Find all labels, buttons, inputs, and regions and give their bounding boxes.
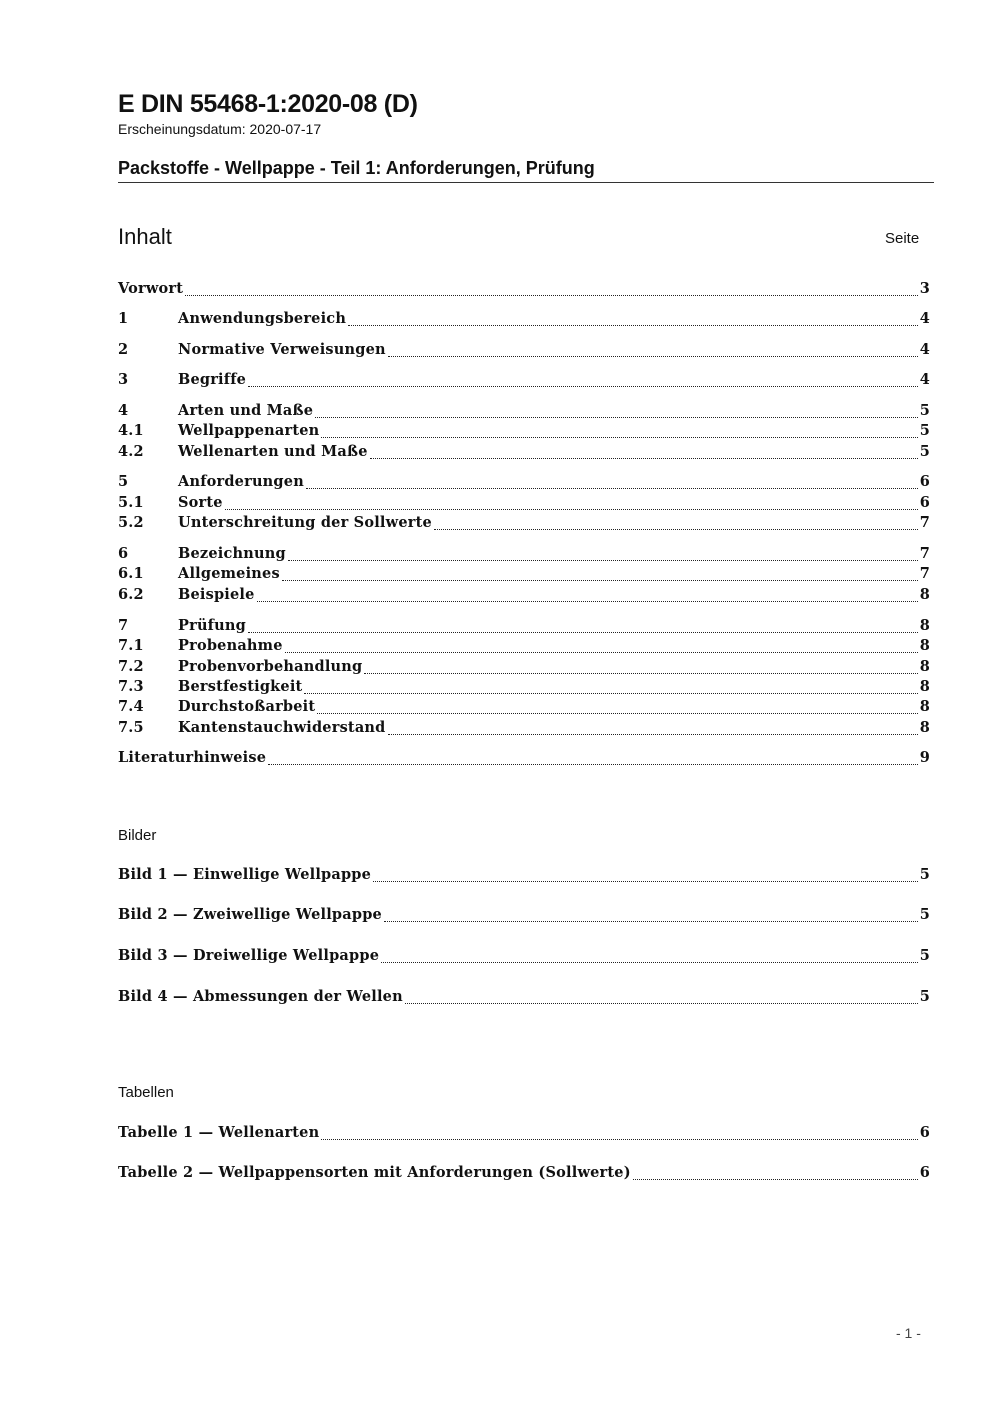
table-entry-label: Tabelle 1 — Wellenarten bbox=[118, 1124, 320, 1141]
toc-entry[interactable] bbox=[118, 719, 930, 739]
figure-entry-page: 5 bbox=[919, 988, 930, 1005]
toc-entry-page: 8 bbox=[919, 698, 930, 715]
toc-entry-page: 4 bbox=[919, 310, 930, 327]
toc-entry-page: 8 bbox=[919, 719, 930, 736]
toc-entry[interactable] bbox=[118, 422, 930, 442]
table-entry[interactable] bbox=[118, 1164, 930, 1184]
toc-entry-label: Allgemeines bbox=[178, 565, 280, 582]
toc-entry-number: 7.5 bbox=[118, 719, 144, 736]
toc-entry-vorwort[interactable] bbox=[118, 280, 930, 300]
toc-leader-dots bbox=[348, 324, 918, 326]
toc-entry-number: 7.3 bbox=[118, 678, 144, 695]
toc-leader-dots bbox=[304, 692, 917, 694]
table-entry-page: 6 bbox=[919, 1124, 930, 1141]
figure-entry-page: 5 bbox=[919, 866, 930, 883]
toc-entry-number: 5.1 bbox=[118, 494, 144, 511]
toc-entry[interactable] bbox=[118, 310, 930, 330]
toc-leader-dots bbox=[306, 487, 918, 489]
toc-entry-label: Durchstoßarbeit bbox=[178, 698, 316, 715]
document-subtitle: Packstoffe - Wellpappe - Teil 1: Anforderungen, Prüfung bbox=[118, 158, 595, 178]
toc-leader-dots bbox=[285, 651, 918, 653]
toc-entry-number: 4.1 bbox=[118, 422, 144, 439]
toc-entry[interactable] bbox=[118, 514, 930, 534]
toc-entry[interactable] bbox=[118, 637, 930, 657]
toc-entry-number: 5 bbox=[118, 473, 129, 490]
toc-entry[interactable] bbox=[118, 658, 930, 678]
toc-entry-number: 7.4 bbox=[118, 698, 144, 715]
toc-entry-page: 8 bbox=[919, 586, 930, 603]
toc-entry-number: 2 bbox=[118, 341, 129, 358]
figure-entry-label: Bild 3 — Dreiwellige Wellpappe bbox=[118, 947, 380, 964]
toc-leader-dots bbox=[381, 961, 918, 963]
figure-entry-label: Bild 1 — Einwellige Wellpappe bbox=[118, 866, 372, 883]
toc-entry-label: Literaturhinweise bbox=[118, 749, 267, 766]
toc-leader-dots bbox=[633, 1178, 918, 1180]
toc-entry-page: 9 bbox=[919, 749, 930, 766]
toc-entry-page: 5 bbox=[919, 422, 930, 439]
toc-entry[interactable] bbox=[118, 698, 930, 718]
toc-entry-label: Wellenarten und Maße bbox=[178, 443, 368, 460]
table-entry-page: 6 bbox=[919, 1164, 930, 1181]
toc-entry-label: Begriffe bbox=[178, 371, 247, 388]
figure-entry-page: 5 bbox=[919, 947, 930, 964]
toc-entry-number: 6.2 bbox=[118, 586, 144, 603]
toc-entry[interactable] bbox=[118, 371, 930, 391]
toc-entry-number: 7.2 bbox=[118, 658, 144, 675]
toc-entry-label: Sorte bbox=[178, 494, 223, 511]
document-title: E DIN 55468-1:2020-08 (D) bbox=[118, 90, 418, 118]
toc-entry-label: Arten und Maße bbox=[178, 402, 314, 419]
toc-entry[interactable] bbox=[118, 678, 930, 698]
toc-entry-page: 8 bbox=[919, 658, 930, 675]
toc-entry-number: 6 bbox=[118, 545, 129, 562]
table-entry-label: Tabelle 2 — Wellpappensorten mit Anforderungen (Sollwerte) bbox=[118, 1164, 631, 1181]
toc-entry-page: 6 bbox=[919, 473, 930, 490]
page-column-label: Seite bbox=[885, 230, 920, 247]
toc-entry-literaturhinweise[interactable] bbox=[118, 749, 930, 769]
toc-leader-dots bbox=[434, 528, 918, 530]
figure-entry[interactable] bbox=[118, 988, 930, 1008]
toc-entry-page: 8 bbox=[919, 678, 930, 695]
toc-entry-label: Anwendungsbereich bbox=[178, 310, 347, 327]
toc-leader-dots bbox=[248, 631, 918, 633]
toc-entry[interactable] bbox=[118, 545, 930, 565]
toc-leader-dots bbox=[225, 508, 918, 510]
figure-entry[interactable] bbox=[118, 906, 930, 926]
toc-entry-page: 7 bbox=[919, 514, 930, 531]
toc-entry-label: Normative Verweisungen bbox=[178, 341, 386, 358]
toc-entry-number: 6.1 bbox=[118, 565, 144, 582]
toc-entry-page: 4 bbox=[919, 341, 930, 358]
toc-entry[interactable] bbox=[118, 443, 930, 463]
toc-entry-page: 7 bbox=[919, 565, 930, 582]
publication-date: Erscheinungsdatum: 2020-07-17 bbox=[118, 121, 322, 137]
toc-entry-label: Probenahme bbox=[178, 637, 283, 654]
toc-entry[interactable] bbox=[118, 565, 930, 585]
toc-leader-dots bbox=[321, 1138, 917, 1140]
toc-leader-dots bbox=[248, 385, 918, 387]
figure-entry-label: Bild 2 — Zweiwellige Wellpappe bbox=[118, 906, 382, 923]
toc-leader-dots bbox=[373, 880, 918, 882]
tables-heading: Tabellen bbox=[118, 1084, 174, 1101]
toc-entry-label: Probenvorbehandlung bbox=[178, 658, 363, 675]
toc-entry[interactable] bbox=[118, 402, 930, 422]
toc-entry[interactable] bbox=[118, 586, 930, 606]
toc-leader-dots bbox=[370, 457, 918, 459]
toc-entry-page: 8 bbox=[919, 637, 930, 654]
toc-leader-dots bbox=[282, 579, 918, 581]
toc-entry-number: 3 bbox=[118, 371, 129, 388]
header-rule bbox=[118, 182, 934, 183]
toc-leader-dots bbox=[315, 416, 918, 418]
toc-leader-dots bbox=[317, 712, 917, 714]
toc-leader-dots bbox=[388, 733, 918, 735]
toc-entry[interactable] bbox=[118, 473, 930, 493]
toc-entry[interactable] bbox=[118, 617, 930, 637]
toc-entry-label: Kantenstauchwiderstand bbox=[178, 719, 386, 736]
toc-entry-number: 1 bbox=[118, 310, 129, 327]
toc-entry-number: 5.2 bbox=[118, 514, 144, 531]
toc-entry-page: 8 bbox=[919, 617, 930, 634]
toc-leader-dots bbox=[288, 559, 918, 561]
toc-entry-page: 7 bbox=[919, 545, 930, 562]
toc-entry[interactable] bbox=[118, 494, 930, 514]
figure-entry-label: Bild 4 — Abmessungen der Wellen bbox=[118, 988, 403, 1005]
toc-entry-label: Berstfestigkeit bbox=[178, 678, 303, 695]
toc-entry-label: Vorwort bbox=[118, 280, 184, 297]
toc-entry-label: Prüfung bbox=[178, 617, 246, 634]
contents-heading: Inhalt bbox=[118, 224, 172, 249]
toc-entry-page: 3 bbox=[919, 280, 930, 297]
toc-entry-number: 7.1 bbox=[118, 637, 144, 654]
toc-entry-label: Bezeichnung bbox=[178, 545, 286, 562]
table-entry[interactable] bbox=[118, 1124, 930, 1144]
toc-entry-label: Wellpappenarten bbox=[178, 422, 320, 439]
page-number: - 1 - bbox=[896, 1325, 921, 1341]
toc-leader-dots bbox=[268, 763, 918, 765]
toc-leader-dots bbox=[364, 672, 917, 674]
toc-leader-dots bbox=[321, 436, 917, 438]
toc-entry-label: Beispiele bbox=[178, 586, 255, 603]
toc-entry-label: Unterschreitung der Sollwerte bbox=[178, 514, 432, 531]
toc-entry-number: 4.2 bbox=[118, 443, 144, 460]
toc-leader-dots bbox=[257, 600, 918, 602]
figure-entry[interactable] bbox=[118, 947, 930, 967]
toc-leader-dots bbox=[405, 1002, 918, 1004]
toc-entry-number: 4 bbox=[118, 402, 129, 419]
toc-entry-number: 7 bbox=[118, 617, 129, 634]
toc-leader-dots bbox=[384, 920, 918, 922]
toc-entry-page: 5 bbox=[919, 443, 930, 460]
toc-entry-label: Anforderungen bbox=[178, 473, 304, 490]
figures-heading: Bilder bbox=[118, 827, 157, 844]
toc-entry-page: 4 bbox=[919, 371, 930, 388]
toc-entry-page: 6 bbox=[919, 494, 930, 511]
figure-entry-page: 5 bbox=[919, 906, 930, 923]
toc-leader-dots bbox=[185, 294, 918, 296]
toc-entry[interactable] bbox=[118, 341, 930, 361]
figure-entry[interactable] bbox=[118, 866, 930, 886]
toc-leader-dots bbox=[388, 355, 918, 357]
toc-entry-page: 5 bbox=[919, 402, 930, 419]
